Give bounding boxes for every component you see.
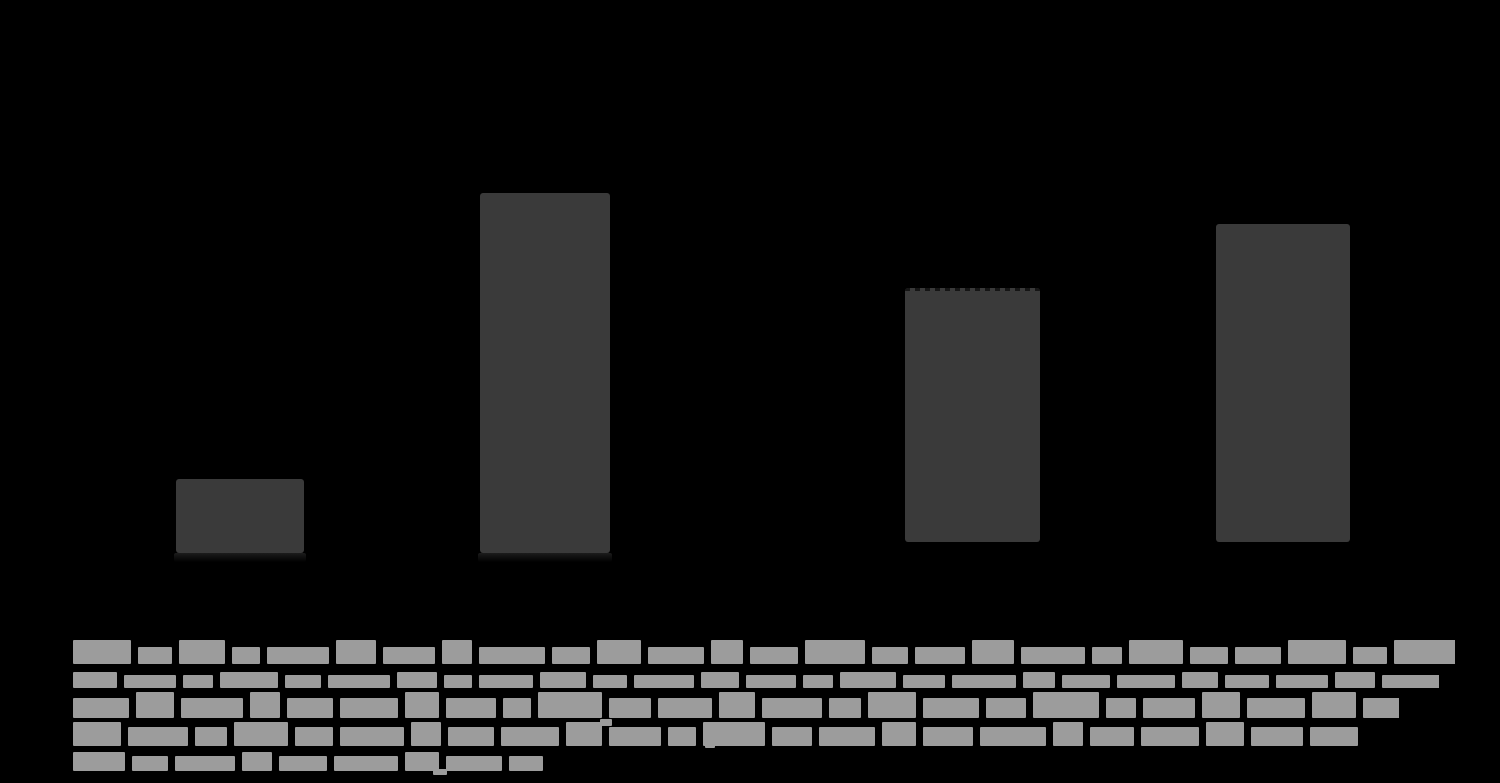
redacted-word-block xyxy=(287,698,333,718)
redacted-word-block xyxy=(609,698,651,718)
redacted-word-block xyxy=(952,675,1016,688)
redacted-word-block xyxy=(538,692,602,718)
redacted-word-block xyxy=(972,640,1014,664)
redacted-word-block xyxy=(540,672,586,688)
redacted-descender-block xyxy=(433,769,447,775)
bar-1-shadow xyxy=(174,553,306,562)
redacted-word-block xyxy=(648,647,704,664)
redacted-word-block xyxy=(1235,647,1281,664)
redacted-word-block xyxy=(1106,698,1136,718)
redacted-word-block xyxy=(1363,698,1399,718)
redacted-word-block xyxy=(73,752,125,771)
redacted-descender-block xyxy=(705,743,715,748)
redacted-word-block xyxy=(1335,672,1375,688)
redacted-word-block xyxy=(448,727,494,746)
redacted-word-block xyxy=(73,698,129,718)
redacted-word-block xyxy=(124,675,176,688)
redacted-word-block xyxy=(1062,675,1110,688)
bar-2-shadow xyxy=(478,553,612,562)
redacted-word-block xyxy=(1310,727,1358,746)
caption-line-5-illegible xyxy=(73,752,543,771)
redacted-word-block xyxy=(980,727,1046,746)
redacted-word-block xyxy=(250,692,280,718)
redacted-word-block xyxy=(1190,647,1228,664)
bar-top-dashed-edge xyxy=(905,288,1040,291)
redacted-word-block xyxy=(503,698,531,718)
redacted-word-block xyxy=(915,647,965,664)
bar-4 xyxy=(1216,224,1350,542)
redacted-word-block xyxy=(405,692,439,718)
redacted-word-block xyxy=(73,722,121,746)
redacted-word-block xyxy=(136,692,174,718)
redacted-word-block xyxy=(750,647,798,664)
redacted-word-block xyxy=(220,672,278,688)
redacted-word-block xyxy=(1247,698,1305,718)
redacted-word-block xyxy=(442,640,472,664)
redacted-word-block xyxy=(701,672,739,688)
redacted-word-block xyxy=(195,727,227,746)
redacted-word-block xyxy=(334,756,398,771)
redacted-word-block xyxy=(923,727,973,746)
redacted-word-block xyxy=(1353,647,1387,664)
redacted-word-block xyxy=(444,675,472,688)
redacted-word-block xyxy=(175,756,235,771)
redacted-word-block xyxy=(986,698,1026,718)
redacted-word-block xyxy=(138,647,172,664)
redacted-word-block xyxy=(840,672,896,688)
redacted-word-block xyxy=(609,727,661,746)
redacted-word-block xyxy=(328,675,390,688)
redacted-word-block xyxy=(181,698,243,718)
redacted-word-block xyxy=(509,756,543,771)
redacted-word-block xyxy=(267,647,329,664)
redacted-word-block xyxy=(479,647,545,664)
redacted-word-block xyxy=(232,647,260,664)
redacted-word-block xyxy=(882,722,916,746)
redacted-word-block xyxy=(552,647,590,664)
redacted-word-block xyxy=(183,675,213,688)
redacted-word-block xyxy=(340,698,398,718)
redacted-word-block xyxy=(658,698,712,718)
redacted-word-block xyxy=(295,727,333,746)
redacted-word-block xyxy=(279,756,327,771)
redacted-word-block xyxy=(868,692,916,718)
redacted-word-block xyxy=(242,752,272,771)
redacted-word-block xyxy=(340,727,404,746)
redacted-word-block xyxy=(719,692,755,718)
redacted-word-block xyxy=(411,722,441,746)
redacted-word-block xyxy=(1202,692,1240,718)
redacted-word-block xyxy=(1143,698,1195,718)
redacted-word-block xyxy=(397,672,437,688)
redacted-word-block xyxy=(566,722,602,746)
redacted-word-block xyxy=(73,672,117,688)
caption-line-2-illegible xyxy=(73,672,1439,688)
redacted-word-block xyxy=(1053,722,1083,746)
redacted-word-block xyxy=(1182,672,1218,688)
redacted-word-block xyxy=(383,647,435,664)
redacted-word-block xyxy=(923,698,979,718)
redacted-word-block xyxy=(446,756,502,771)
redacted-word-block xyxy=(1382,675,1439,688)
caption-line-1-illegible xyxy=(73,640,1455,664)
redacted-word-block xyxy=(872,647,908,664)
redacted-word-block xyxy=(762,698,822,718)
caption-line-3-illegible xyxy=(73,692,1399,718)
redacted-word-block xyxy=(1225,675,1269,688)
redacted-descender-block xyxy=(600,719,612,726)
bar-2 xyxy=(480,193,610,553)
redacted-word-block xyxy=(803,675,833,688)
redacted-word-block xyxy=(1206,722,1244,746)
redacted-word-block xyxy=(128,727,188,746)
redacted-word-block xyxy=(1092,647,1122,664)
redacted-word-block xyxy=(1394,640,1455,664)
redacted-word-block xyxy=(179,640,225,664)
redacted-word-block xyxy=(234,722,288,746)
redacted-word-block xyxy=(1021,647,1085,664)
redacted-word-block xyxy=(1033,692,1099,718)
redacted-word-block xyxy=(479,675,533,688)
bar-3 xyxy=(905,288,1040,542)
redacted-word-block xyxy=(73,640,131,664)
redacted-word-block xyxy=(805,640,865,664)
redacted-word-block xyxy=(829,698,861,718)
redacted-word-block xyxy=(336,640,376,664)
redacted-word-block xyxy=(593,675,627,688)
redacted-word-block xyxy=(1276,675,1328,688)
redacted-word-block xyxy=(711,640,743,664)
redacted-word-block xyxy=(501,727,559,746)
redacted-word-block xyxy=(819,727,875,746)
redacted-word-block xyxy=(746,675,796,688)
redacted-word-block xyxy=(1023,672,1055,688)
redacted-word-block xyxy=(446,698,496,718)
redacted-word-block xyxy=(1141,727,1199,746)
bar-1 xyxy=(176,479,304,553)
caption-line-4-illegible xyxy=(73,722,1358,746)
redacted-word-block xyxy=(285,675,321,688)
redacted-word-block xyxy=(1129,640,1183,664)
redacted-word-block xyxy=(1117,675,1175,688)
redacted-word-block xyxy=(132,756,168,771)
redacted-word-block xyxy=(903,675,945,688)
redacted-word-block xyxy=(1312,692,1356,718)
redacted-word-block xyxy=(1251,727,1303,746)
redacted-word-block xyxy=(1288,640,1346,664)
redacted-word-block xyxy=(634,675,694,688)
redacted-word-block xyxy=(597,640,641,664)
redacted-word-block xyxy=(668,727,696,746)
redacted-word-block xyxy=(1090,727,1134,746)
redacted-word-block xyxy=(772,727,812,746)
